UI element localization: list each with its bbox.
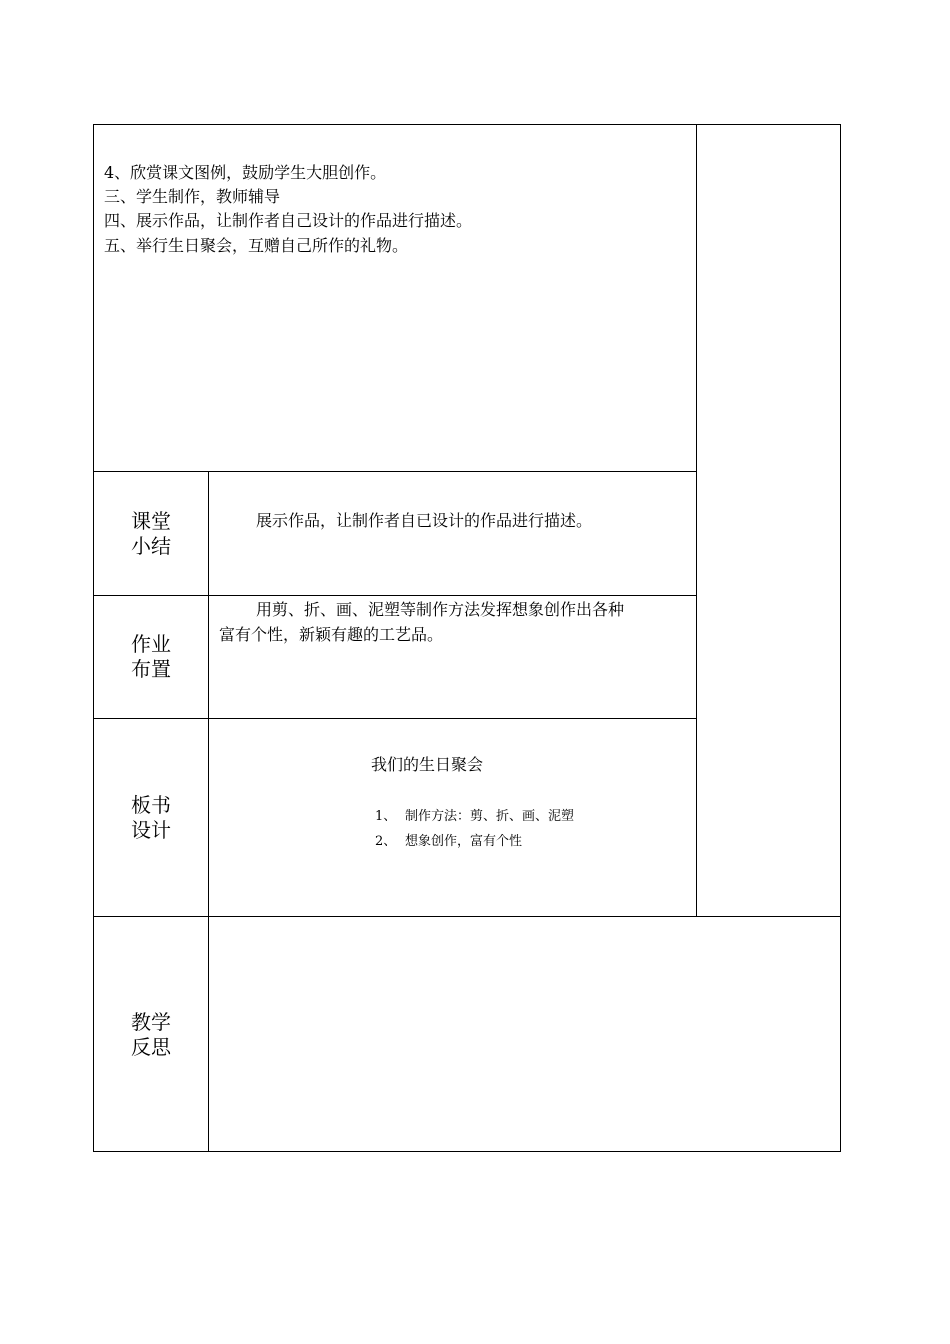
row-divider-reflection — [93, 916, 841, 917]
summary-content: 展示作品，让制作者自已设计的作品进行描述。 — [256, 511, 593, 530]
row-divider-board — [93, 718, 697, 719]
row-divider-summary — [93, 471, 697, 472]
summary-label-line1: 课堂 — [131, 509, 171, 533]
board-title: 我们的生日聚会 — [371, 755, 484, 774]
summary-label — [94, 509, 208, 559]
homework-content-line2: 富有个性，新颖有趣的工艺品。 — [219, 625, 444, 644]
label-column-divider — [208, 471, 209, 1152]
board-item-text: 想象创作，富有个性 — [405, 834, 523, 849]
step-line: 五、举行生日聚会，互赠自己所作的礼物。 — [104, 236, 409, 255]
board-label-line1: 板书 — [131, 793, 171, 817]
summary-label-line2: 小结 — [131, 534, 171, 558]
board-item-number: 2、 — [375, 834, 397, 849]
reflection-label-line2: 反思 — [131, 1035, 171, 1059]
step-line: 4、欣赏课文图例，鼓励学生大胆创作。 — [104, 163, 387, 182]
table-bottom-border — [93, 1151, 841, 1152]
table-top-border — [93, 124, 841, 125]
homework-label-line2: 布置 — [131, 657, 171, 681]
reflection-label-line1: 教学 — [131, 1010, 171, 1034]
row-divider-homework — [93, 595, 697, 596]
step-line: 三、学生制作，教师辅导 — [104, 187, 281, 206]
homework-label-line1: 作业 — [131, 632, 171, 656]
board-label — [94, 793, 208, 843]
table-right-border — [840, 124, 841, 1152]
step-line: 四、展示作品，让制作者自己设计的作品进行描述。 — [104, 211, 473, 230]
reflection-label — [94, 1010, 208, 1060]
board-item-text: 制作方法：剪、折、画、泥塑 — [405, 809, 575, 824]
side-column-divider — [696, 124, 697, 917]
homework-content-line1: 用剪、折、画、泥塑等制作方法发挥想象创作出各种 — [256, 600, 625, 619]
board-item-number: 1、 — [375, 809, 397, 824]
board-label-line2: 设计 — [131, 818, 171, 842]
homework-label — [94, 632, 208, 682]
